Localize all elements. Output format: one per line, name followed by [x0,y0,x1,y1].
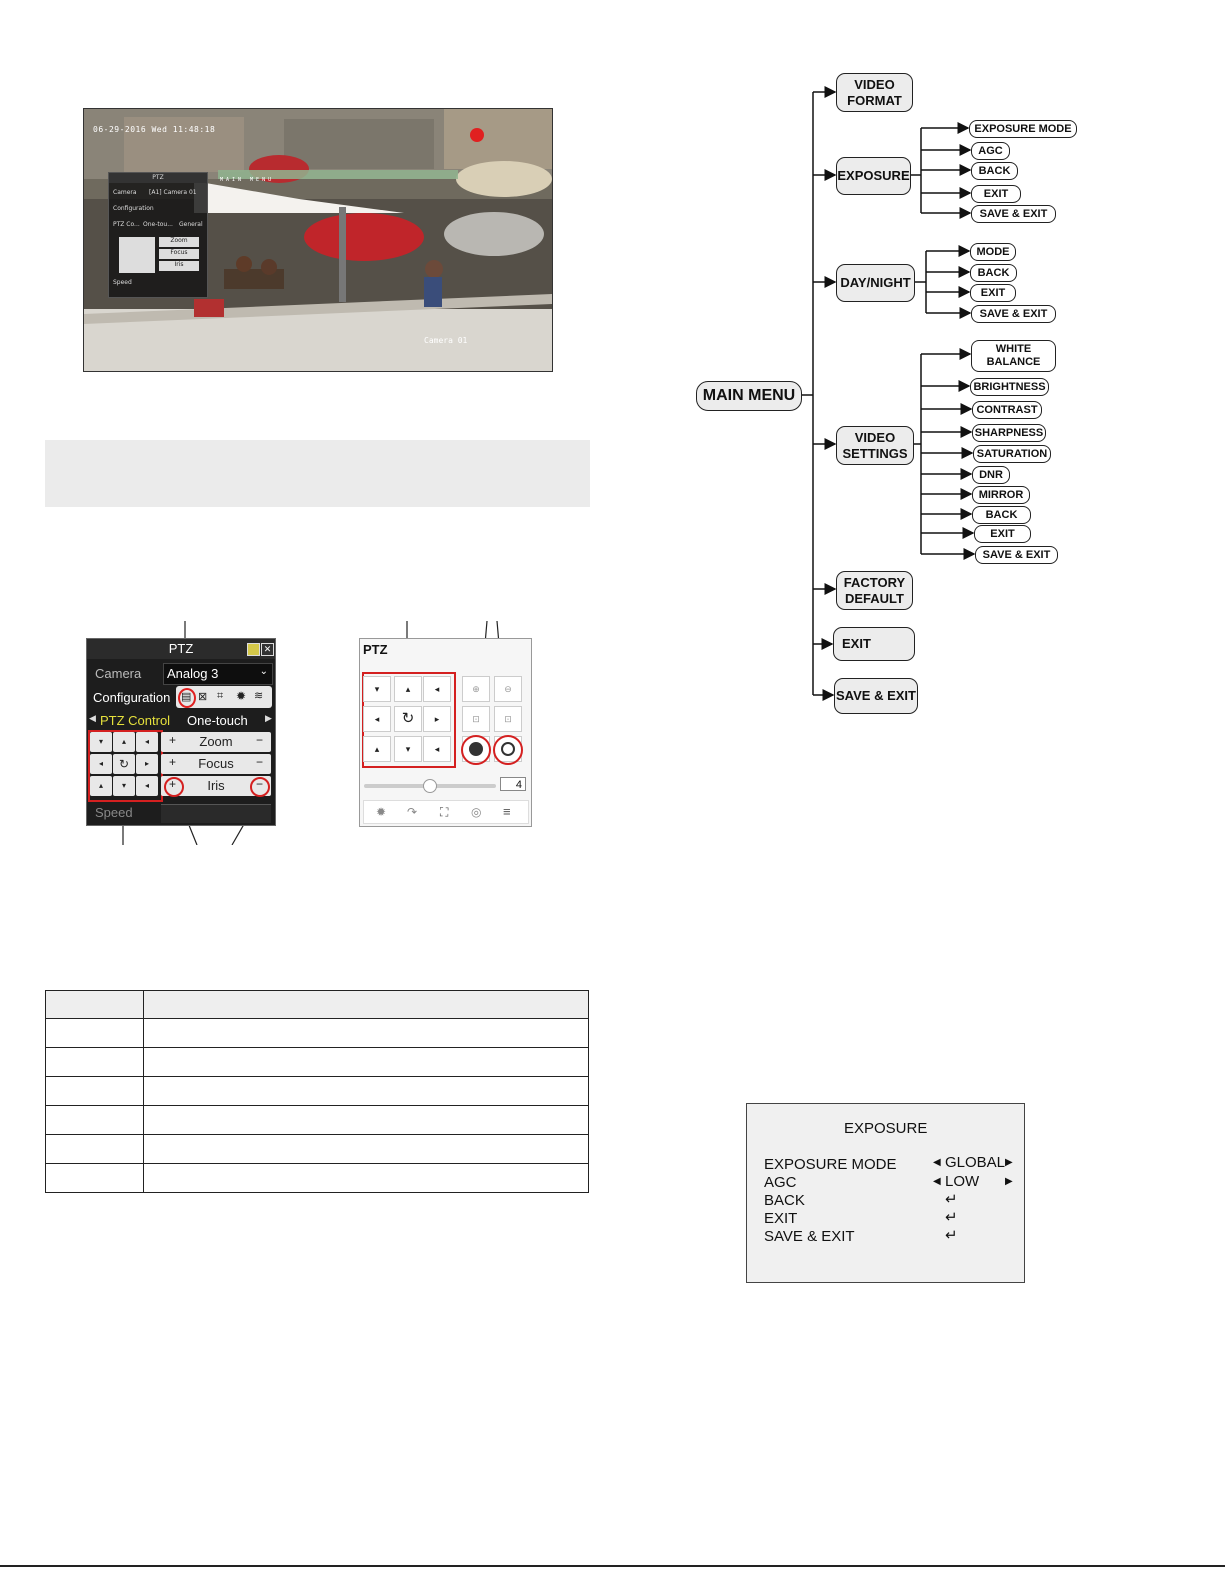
page-bottom-rule [0,1565,1225,1567]
pan-down-left-button[interactable]: ▴ [90,776,112,796]
menu-root-main-menu: MAIN MENU [696,381,802,411]
pan-up-button[interactable]: ▴ [113,732,135,752]
description-table [45,990,589,1193]
web-pan-down-right-button[interactable]: ◂ [423,736,451,762]
iris-label: Iris [207,778,225,793]
iris-minus-callout-circle [250,777,270,797]
pan-up-left-button[interactable]: ▾ [90,732,112,752]
menu-leaf-saturation: SATURATION [973,445,1051,463]
light-icon[interactable]: ✹ [376,805,387,819]
wiper-icon[interactable]: ↷ [407,805,418,819]
menu-day-night: DAY/NIGHT [836,264,915,302]
osd-row-label: SAVE & EXIT [764,1228,855,1245]
menu-leaf-dnr: DNR [972,466,1010,484]
menu-factory-default-line2: DEFAULT [845,590,904,606]
web-speed-slider-handle[interactable] [423,779,437,793]
menu-leaf-white-balance-line2: BALANCE [986,356,1041,368]
table-row [46,1164,589,1193]
light-icon[interactable]: ✹ [236,689,247,703]
enter-icon: ↵ [945,1191,958,1208]
web-ptz-toolbar [363,800,529,824]
pan-down-right-button[interactable]: ◂ [136,776,158,796]
iris-plus-callout-circle [164,777,184,797]
menu-leaf-mode: MODE [970,243,1016,261]
speed-slider[interactable] [161,804,271,823]
menu-video-settings [836,426,914,465]
menu-leaf-video-save-exit: SAVE & EXIT [975,546,1058,564]
osd-main-menu-label: MAIN MENU [220,177,275,183]
pan-up-right-button[interactable]: ◂ [136,732,158,752]
tab-next-icon[interactable]: ▶ [265,713,272,723]
menu-factory-default [836,571,913,610]
zoom-in-button[interactable]: + [169,733,177,747]
zoom-out-button[interactable]: − [255,733,263,747]
osd-row-value: LOW [945,1173,980,1190]
osd-row-label: EXPOSURE MODE [764,1156,897,1173]
tab-prev-icon[interactable]: ◀ [89,713,96,723]
focus-far-button[interactable]: − [255,755,263,769]
zoom-in-icon[interactable]: ⊕ [462,676,490,702]
menu-leaf-daynight-exit: EXIT [970,284,1016,302]
ptz-overlay-focus[interactable]: Focus [159,249,199,259]
arrow-right-icon: ▶ [1005,1176,1013,1187]
menu-video-format-line1: VIDEO [854,76,895,92]
pan-left-button[interactable]: ◂ [90,754,112,774]
zoom-label: Zoom [199,734,233,749]
menu-leaf-daynight-back: BACK [970,264,1017,282]
web-auto-scan-button[interactable]: ↻ [394,706,422,732]
menu-leaf-exposure-mode: EXPOSURE MODE [969,120,1077,138]
table-row [46,1135,589,1164]
menu-video-settings-line1: VIDEO [854,429,896,445]
web-pan-up-button[interactable]: ▴ [394,676,422,702]
arrow-left-icon: ◀ [933,1176,941,1187]
focus-frame-icon[interactable]: ⌗ [217,690,224,702]
menu-leaf-daynight-save-exit: SAVE & EXIT [971,305,1056,323]
dvr-ptz-title: PTZ [87,639,275,659]
menu-leaf-white-balance [971,340,1056,372]
menu-exit: EXIT [833,627,915,661]
osd-row-label: AGC [764,1174,797,1191]
ptz-overlay-title: PTZ [109,173,207,183]
table-header-row [46,991,589,1019]
lens-init-icon[interactable]: ◎ [471,805,482,819]
pan-right-button[interactable]: ▸ [136,754,158,774]
dvr-speed-label: Speed [95,805,133,820]
menu-leaf-video-exit: EXIT [974,525,1031,543]
focus-far-icon[interactable]: ⊡ [494,706,522,732]
menu-video-format [836,73,913,112]
exposure-osd-screen [746,1103,1025,1283]
ptz-overlay-camera-select[interactable]: [A1] Camera 01 [149,189,197,196]
menu-factory-default-line1: FACTORY [843,574,906,590]
table-row [46,1077,589,1106]
menu-leaf-exposure-back: BACK [971,162,1018,180]
web-pan-right-button[interactable]: ▸ [423,706,451,732]
menu-leaf-sharpness: SHARPNESS [972,424,1046,442]
chevron-down-icon: ⌄ [259,666,268,677]
menu-icon[interactable]: ≡ [503,804,511,819]
preset-icon[interactable]: ⊠ [198,691,208,703]
menu-leaf-video-back: BACK [972,506,1031,524]
menu-video-format-line2: FORMAT [847,92,902,108]
osd-title: EXPOSURE [844,1120,928,1137]
dvr-camera-value: Analog 3 [167,666,219,681]
pan-down-button[interactable]: ▾ [113,776,135,796]
zoom-out-icon[interactable]: ⊖ [494,676,522,702]
ptz-overlay-tab-ptz[interactable]: PTZ Co... [113,221,140,228]
ptz-overlay-config-label: Configuration [113,205,154,212]
menu-save-exit: SAVE & EXIT [834,678,918,714]
focus-frame-icon[interactable]: ⛶ [440,805,449,819]
menu-leaf-mirror: MIRROR [972,486,1030,504]
web-pan-left-button[interactable]: ◂ [363,706,391,732]
close-icon[interactable]: ✕ [261,643,274,656]
table-row [46,1106,589,1135]
osd-row-label: EXIT [764,1210,798,1227]
ptz-overlay-iris[interactable]: Iris [159,261,199,271]
web-pan-up-left-button[interactable]: ▾ [363,676,391,702]
menu-leaf-white-balance-line1: WHITE [995,343,1032,355]
arrow-right-icon: ▶ [1005,1157,1013,1168]
wiper-icon[interactable]: ≋ [254,690,264,702]
dvr-camera-label: Camera [95,666,142,681]
iris-close-button[interactable]: − [255,777,263,791]
iris-open-button[interactable]: + [169,777,177,791]
web-pan-down-button[interactable]: ▾ [394,736,422,762]
table-row [46,1048,589,1077]
ptz-overlay-tab-general[interactable]: General [179,221,203,228]
focus-near-icon[interactable]: ⊡ [462,706,490,732]
ptz-overlay-tab-onetouch[interactable]: One-tou... [143,221,173,228]
focus-label: Focus [198,756,234,771]
dvr-configuration-label: Configuration [93,690,171,705]
menu-leaf-agc: AGC [971,142,1010,160]
menu-icon[interactable]: ▤ [181,691,192,703]
menu-leaf-contrast: CONTRAST [972,401,1042,419]
tab-ptz-control[interactable]: PTZ Control [100,713,171,728]
ptz-overlay-camera-label: Camera [113,189,137,196]
ptz-overlay-zoom[interactable]: Zoom [159,237,199,247]
arrow-left-icon: ◀ [933,1157,941,1168]
osd-row-value: GLOBAL [945,1154,1006,1171]
enter-icon: ↵ [945,1209,958,1226]
enter-icon: ↵ [945,1227,958,1244]
camera-name-label: Camera 01 [424,336,468,345]
web-pan-down-left-button[interactable]: ▴ [363,736,391,762]
web-ptz-title: PTZ [363,642,388,657]
menu-leaf-exposure-save-exit: SAVE & EXIT [971,205,1056,223]
web-speed-value[interactable]: 4 [500,777,526,791]
focus-near-button[interactable]: + [169,755,177,769]
osd-row-label: BACK [764,1192,805,1209]
web-pan-up-right-button[interactable]: ◂ [423,676,451,702]
tab-one-touch[interactable]: One-touch [187,713,248,728]
menu-leaf-exposure-exit: EXIT [971,185,1021,203]
auto-scan-button[interactable]: ↻ [113,754,135,774]
menu-exposure: EXPOSURE [836,157,911,195]
menu-leaf-brightness: BRIGHTNESS [970,378,1049,396]
camera-timestamp: 06-29-2016 Wed 11:48:18 [93,125,216,134]
table-row [46,1019,589,1048]
ptz-overlay-speed: Speed [113,279,132,286]
menu-video-settings-line2: SETTINGS [842,445,908,461]
